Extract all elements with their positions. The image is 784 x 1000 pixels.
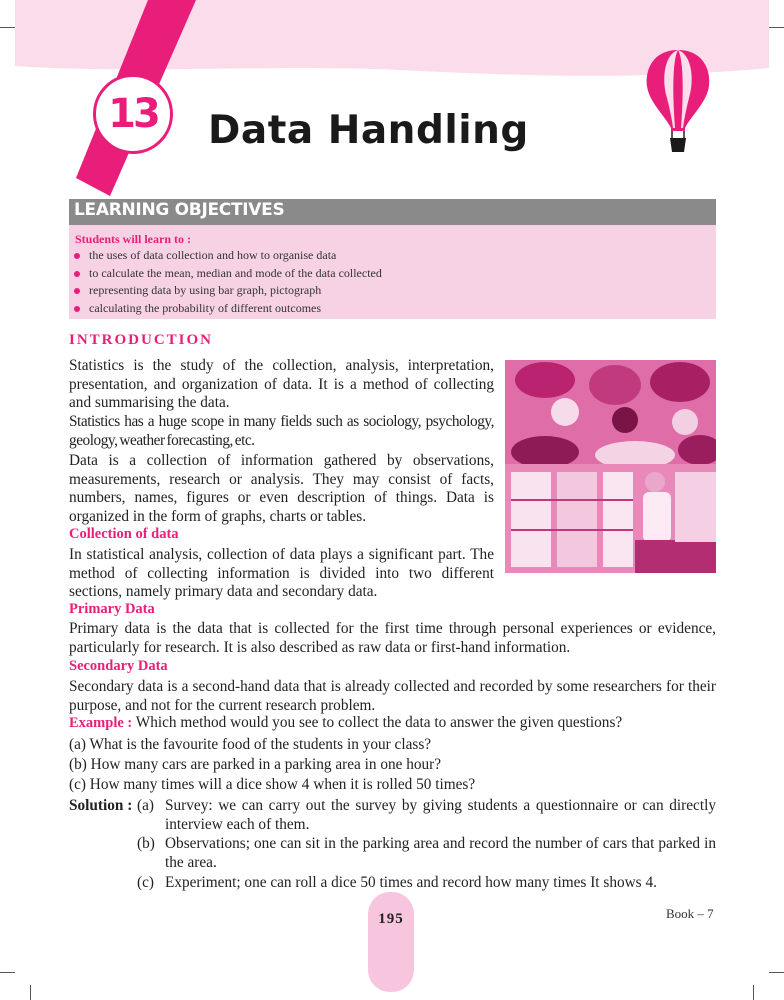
page-number: 195 [378, 911, 404, 927]
solution-text-a: Survey: we can carry out the survey by giving students a questionnaire or can directly interview each of them. [165, 797, 716, 833]
collection-paragraph: In statistical analysis, collection of data plays a significant part. The method of collecting information is divided into two different sections, namely primary data and secondary data. [69, 546, 494, 600]
solution-label: Solution : [69, 797, 133, 814]
crop-mark [753, 985, 754, 1000]
example-line [69, 714, 622, 733]
solution-marker-a: (a) [137, 797, 154, 814]
example-item-b: (b) How many cars are parked in a parking area in one hour? [69, 756, 442, 773]
objective-item: the uses of data collection and how to organise data [72, 247, 382, 265]
solution-text-b: Observations; one can sit in the parking area and record the number of cars that parked in the area. [165, 835, 716, 871]
intro-paragraph-2: Statistics has a huge scope in many fields such as sociology, psychology, geology, weather forecasting, etc. [69, 413, 494, 449]
chapter-number: 13 [93, 74, 173, 154]
objectives-title: LEARNING OBJECTIVES [74, 200, 285, 220]
hot-air-balloon-icon [643, 48, 713, 158]
example-question: Which method would you see to collect the data to answer the given questions? [135, 714, 623, 731]
bullet-icon [74, 306, 80, 312]
introduction-photo [505, 360, 716, 573]
intro-paragraph-3: Data is a collection of information gathered by observations, measurements, research or analysis. They may consist of facts, numbers, names, figures or even description of things. Data is organized in the form of graphs, charts or tables. [69, 452, 494, 525]
collection-heading: Collection of data [69, 526, 179, 542]
secondary-data-heading: Secondary Data [69, 658, 168, 674]
crop-mark [769, 972, 784, 973]
page-number-tab [368, 892, 414, 992]
primary-data-paragraph: Primary data is the data that is collected for the first time through personal experiences or evidence, particularly for research. It is also described as raw data or first-hand information. [69, 620, 716, 656]
solution-marker-b: (b) [137, 835, 155, 852]
crop-mark [0, 972, 15, 973]
book-label: Book – 7 [666, 906, 714, 921]
solution-text-c: Experiment; one can roll a dice 50 times and record how many times It shows 4. [165, 874, 657, 891]
bullet-icon [74, 288, 80, 294]
example-item-c: (c) How many times will a dice show 4 when it is rolled 50 times? [69, 776, 476, 793]
objective-item: calculating the probability of different outcomes [72, 300, 382, 318]
bullet-icon [74, 271, 80, 277]
chapter-title: Data Handling [208, 108, 529, 153]
example-label: Example : [69, 715, 133, 731]
secondary-data-paragraph: Secondary data is a second-hand data that is already collected and recorded by some researchers for their purpose, and not for the current research problem. [69, 678, 716, 714]
primary-data-heading: Primary Data [69, 601, 155, 617]
example-item-a: (a) What is the favourite food of the students in your class? [69, 736, 432, 753]
objectives-subtitle: Students will learn to : [75, 232, 192, 246]
introduction-heading: INTRODUCTION [69, 332, 214, 348]
objectives-list [72, 247, 382, 317]
crop-mark [30, 985, 31, 1000]
intro-paragraph-1: Statistics is the study of the collection, analysis, interpretation, presentation, and organization of data. It is a method of collecting and summarising the data. [69, 357, 494, 411]
bullet-icon [74, 253, 80, 259]
solution-marker-c: (c) [137, 874, 154, 891]
objective-item: representing data by using bar graph, pictograph [72, 282, 382, 300]
objective-item: to calculate the mean, median and mode of the data collected [72, 265, 382, 283]
